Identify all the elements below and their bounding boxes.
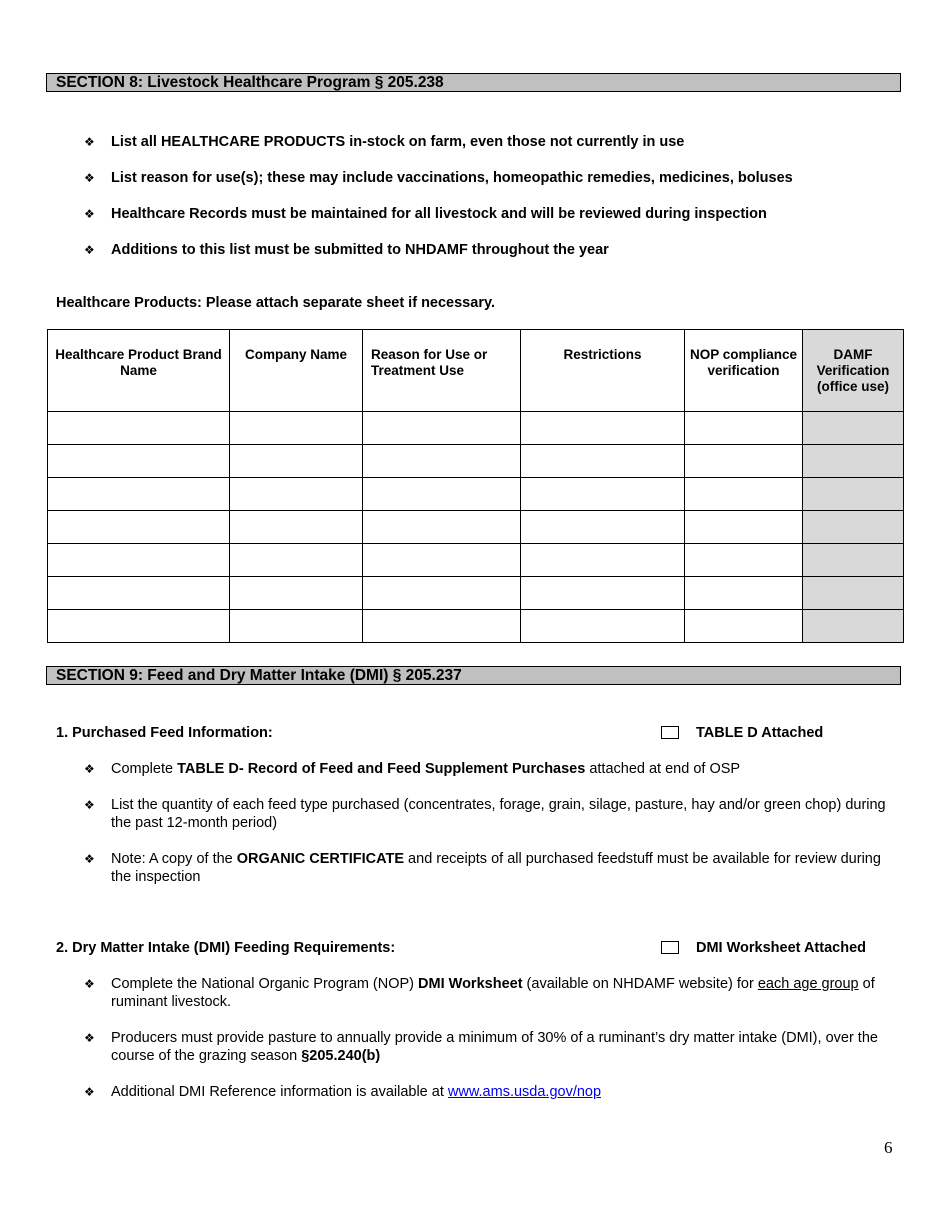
purchased-feed-heading: 1. Purchased Feed Information: (56, 725, 273, 741)
purchased-feed-bullet-list (84, 760, 904, 904)
table-cell[interactable] (363, 412, 521, 445)
section-8-title: SECTION 8: Livestock Healthcare Program § 205.238 (46, 73, 901, 92)
list-item: ❖ Additions to this list must be submitted to NHDAMF throughout the year (84, 242, 609, 258)
dmi-worksheet-attached-checkbox[interactable] (661, 941, 679, 954)
table-cell[interactable] (230, 511, 363, 544)
list-item: ❖ Healthcare Records must be maintained for all livestock and will be reviewed during inspection (84, 206, 767, 222)
table-cell (803, 445, 904, 478)
dmi-worksheet-attached-label: DMI Worksheet Attached (696, 940, 866, 956)
table-cell[interactable] (521, 511, 685, 544)
table-cell[interactable] (363, 577, 521, 610)
table-row (48, 478, 904, 511)
table-cell[interactable] (521, 478, 685, 511)
table-cell[interactable] (521, 445, 685, 478)
table-cell (803, 511, 904, 544)
table-cell[interactable] (230, 544, 363, 577)
dmi-heading: 2. Dry Matter Intake (DMI) Feeding Requirements: (56, 940, 396, 956)
table-cell[interactable] (230, 445, 363, 478)
table-cell[interactable] (685, 577, 803, 610)
table-cell[interactable] (363, 610, 521, 643)
table-cell[interactable] (48, 577, 230, 610)
col-brand-name: Healthcare Product Brand Name (48, 330, 230, 412)
table-cell[interactable] (48, 544, 230, 577)
table-cell[interactable] (685, 412, 803, 445)
diamond-bullet-icon: ❖ (84, 171, 95, 185)
table-cell[interactable] (48, 445, 230, 478)
table-cell (803, 610, 904, 643)
table-cell[interactable] (363, 478, 521, 511)
table-cell[interactable] (685, 610, 803, 643)
col-company-name: Company Name (230, 330, 363, 412)
table-row (48, 511, 904, 544)
list-item: ❖ Complete the National Organic Program (NOP) DMI Worksheet (available on NHDAMF website) for each age group of ruminant livestock. (84, 976, 875, 1010)
table-header-row (48, 330, 904, 412)
diamond-bullet-icon: ❖ (84, 762, 95, 776)
table-d-attached-checkbox[interactable] (661, 726, 679, 739)
table-cell[interactable] (48, 610, 230, 643)
healthcare-products-table (47, 329, 904, 643)
table-cell[interactable] (685, 478, 803, 511)
section-8-bullet-list (84, 133, 904, 277)
healthcare-table-body (48, 412, 904, 643)
ams-usda-nop-link[interactable]: www.ams.usda.gov/nop (447, 1084, 602, 1100)
col-nop-compliance: NOP compliance verification (685, 330, 803, 412)
table-cell[interactable] (230, 412, 363, 445)
table-cell[interactable] (48, 478, 230, 511)
list-item: ❖ List the quantity of each feed type purchased (concentrates, forage, grain, silage, pasture, hay and/or green chop) during the past 12-month period) (84, 797, 886, 831)
diamond-bullet-icon: ❖ (84, 977, 95, 991)
page-number: 6 (884, 1138, 893, 1157)
section-9-title: SECTION 9: Feed and Dry Matter Intake (DMI) § 205.237 (46, 666, 901, 685)
table-cell[interactable] (685, 511, 803, 544)
table-cell[interactable] (685, 445, 803, 478)
table-cell[interactable] (230, 577, 363, 610)
col-reason-for-use: Reason for Use or Treatment Use (363, 330, 521, 412)
diamond-bullet-icon: ❖ (84, 1031, 95, 1045)
list-item: ❖ List all HEALTHCARE PRODUCTS in-stock on farm, even those not currently in use (84, 134, 685, 150)
dmi-bullet-list (84, 975, 904, 1119)
table-cell[interactable] (48, 412, 230, 445)
diamond-bullet-icon: ❖ (84, 243, 95, 257)
list-item: ❖ Complete TABLE D- Record of Feed and Feed Supplement Purchases attached at end of OSP (84, 761, 741, 777)
list-item: ❖ List reason for use(s); these may include vaccinations, homeopathic remedies, medicines, boluses (84, 170, 793, 186)
table-row (48, 445, 904, 478)
list-item: ❖ Additional DMI Reference information is available at www.ams.usda.gov/nop (84, 1084, 602, 1100)
col-damf-verification: DAMF Verification (office use) (803, 330, 904, 412)
table-cell[interactable] (685, 544, 803, 577)
list-item: ❖ Producers must provide pasture to annually provide a minimum of 30% of a ruminant’s dry matter intake (DMI), over the course of the grazing season §205.240(b) (84, 1030, 878, 1064)
diamond-bullet-icon: ❖ (84, 798, 95, 812)
healthcare-products-label: Healthcare Products: Please attach separate sheet if necessary. (56, 295, 495, 311)
table-cell (803, 544, 904, 577)
diamond-bullet-icon: ❖ (84, 1085, 95, 1099)
table-cell[interactable] (363, 511, 521, 544)
table-cell (803, 577, 904, 610)
table-cell[interactable] (521, 412, 685, 445)
table-cell[interactable] (521, 544, 685, 577)
table-cell[interactable] (521, 610, 685, 643)
table-cell[interactable] (363, 544, 521, 577)
diamond-bullet-icon: ❖ (84, 207, 95, 221)
table-row (48, 412, 904, 445)
table-d-attached-label: TABLE D Attached (696, 725, 824, 741)
diamond-bullet-icon: ❖ (84, 135, 95, 149)
table-cell (803, 412, 904, 445)
list-item: ❖ Note: A copy of the ORGANIC CERTIFICATE and receipts of all purchased feedstuff must be available for review during the inspection (84, 851, 881, 885)
table-row (48, 610, 904, 643)
table-cell[interactable] (230, 610, 363, 643)
table-cell[interactable] (363, 445, 521, 478)
col-restrictions: Restrictions (521, 330, 685, 412)
diamond-bullet-icon: ❖ (84, 852, 95, 866)
table-row (48, 544, 904, 577)
table-cell[interactable] (48, 511, 230, 544)
table-cell[interactable] (230, 478, 363, 511)
table-cell[interactable] (521, 577, 685, 610)
table-row (48, 577, 904, 610)
table-cell (803, 478, 904, 511)
